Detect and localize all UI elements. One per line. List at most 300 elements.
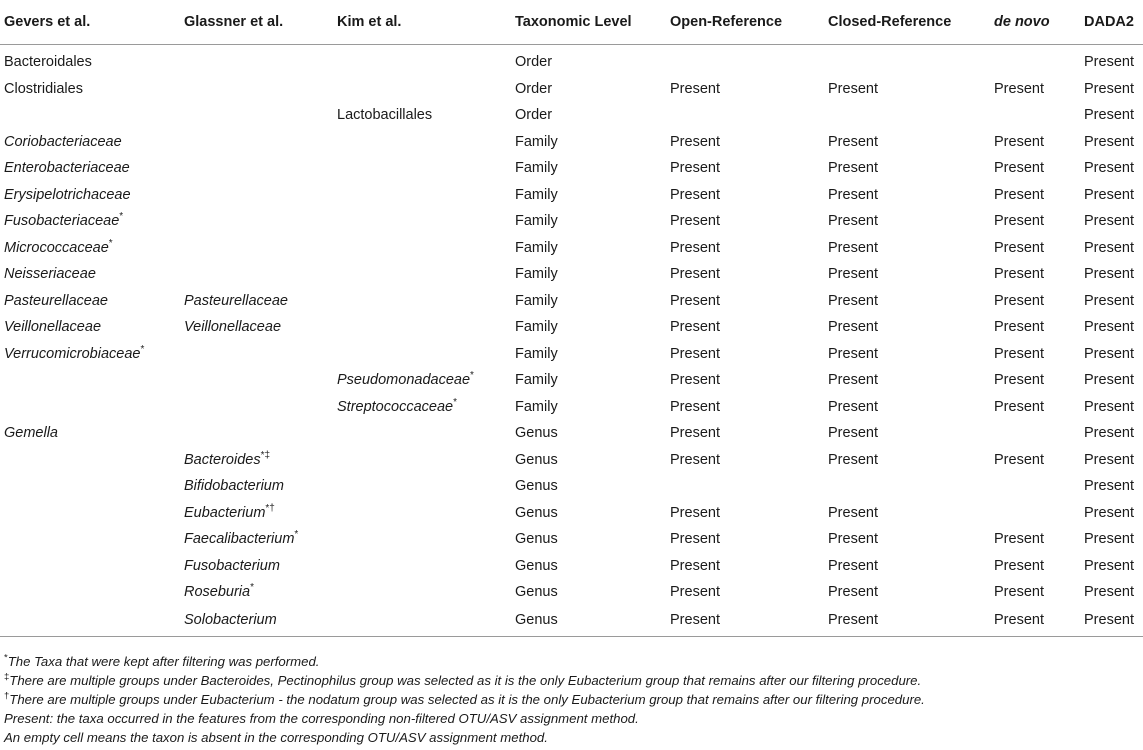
cell-dada2-text: Present (1084, 319, 1134, 335)
cell-open-reference-text: Present (670, 160, 720, 176)
cell-kim-text: Lactobacillales (337, 107, 433, 123)
cell-taxonomic-level-text: Family (515, 398, 558, 415)
cell-gevers (0, 288, 180, 315)
cell-dada2 (1080, 102, 1143, 129)
cell-closed-reference (824, 102, 990, 129)
cell-de-novo-text: Present (994, 372, 1044, 388)
cell-open-reference (666, 553, 824, 580)
cell-kim (333, 394, 511, 421)
cell-dada2-text: Present (1084, 345, 1134, 362)
table-row (0, 447, 1143, 474)
cell-taxonomic-level-text: Genus (515, 584, 558, 600)
cell-open-reference-text: Present (670, 266, 720, 282)
cell-glassner (180, 102, 333, 129)
cell-kim (333, 473, 511, 500)
cell-de-novo-text: Present (994, 557, 1044, 574)
cell-taxonomic-level (511, 182, 666, 209)
footnote-marker: * (470, 370, 474, 382)
cell-open-reference (666, 606, 824, 637)
cell-dada2 (1080, 261, 1143, 288)
cell-closed-reference (824, 553, 990, 580)
cell-taxonomic-level (511, 553, 666, 580)
cell-open-reference (666, 208, 824, 235)
cell-glassner (180, 45, 333, 76)
cell-glassner (180, 579, 333, 606)
cell-taxonomic-level-text: Genus (515, 557, 558, 574)
footnote-mark: * (4, 652, 8, 664)
cell-gevers (0, 394, 180, 421)
cell-kim (333, 208, 511, 235)
cell-dada2-text: Present (1084, 372, 1134, 388)
cell-gevers (0, 261, 180, 288)
cell-closed-reference (824, 367, 990, 394)
footnote-marker: * (250, 582, 254, 594)
cell-taxonomic-level-text: Family (515, 266, 558, 282)
cell-gevers (0, 526, 180, 553)
cell-taxonomic-level (511, 341, 666, 368)
table-row (0, 314, 1143, 341)
cell-glassner (180, 208, 333, 235)
cell-taxonomic-level-text: Family (515, 186, 558, 203)
cell-open-reference-text: Present (670, 584, 720, 600)
footnote-text: There are multiple groups under Eubacterium - the nodatum group was selected as it is the only Eubacterium group that remains after our filtering procedure. (9, 692, 925, 707)
cell-open-reference (666, 447, 824, 474)
cell-taxonomic-level-text: Family (515, 372, 558, 388)
footnote-line (4, 652, 925, 671)
cell-kim (333, 341, 511, 368)
cell-closed-reference-text: Present (828, 319, 878, 335)
cell-kim (333, 155, 511, 182)
cell-glassner-text: Pasteurellaceae (184, 292, 288, 309)
cell-kim (333, 553, 511, 580)
table-row (0, 45, 1143, 76)
cell-gevers-text: Micrococcaceae (4, 239, 109, 256)
cell-dada2-text: Present (1084, 133, 1134, 150)
cell-glassner-text: Eubacterium (184, 504, 266, 521)
cell-dada2-text: Present (1084, 557, 1134, 574)
cell-glassner-text: Roseburia (184, 584, 251, 600)
cell-de-novo (990, 606, 1080, 637)
cell-open-reference-text: Present (670, 213, 720, 229)
cell-open-reference (666, 473, 824, 500)
cell-gevers (0, 208, 180, 235)
table-row (0, 341, 1143, 368)
cell-taxonomic-level-text: Family (515, 319, 558, 335)
cell-closed-reference-text: Present (828, 398, 878, 415)
cell-open-reference (666, 420, 824, 447)
cell-open-reference (666, 579, 824, 606)
cell-glassner-text: Veillonellaceae (184, 319, 282, 335)
footnotes (4, 652, 925, 747)
cell-gevers (0, 102, 180, 129)
table-row (0, 579, 1143, 606)
cell-de-novo (990, 553, 1080, 580)
cell-dada2 (1080, 473, 1143, 500)
cell-taxonomic-level-text: Family (515, 292, 558, 309)
cell-dada2 (1080, 314, 1143, 341)
table-row (0, 420, 1143, 447)
cell-de-novo (990, 235, 1080, 262)
cell-dada2 (1080, 553, 1143, 580)
footnote-mark: † (4, 690, 10, 702)
cell-dada2 (1080, 182, 1143, 209)
cell-closed-reference (824, 606, 990, 637)
cell-de-novo-text: Present (994, 345, 1044, 362)
cell-taxonomic-level-text: Genus (515, 451, 558, 468)
header-row (0, 0, 1143, 45)
cell-kim (333, 102, 511, 129)
cell-de-novo (990, 500, 1080, 527)
cell-closed-reference (824, 45, 990, 76)
cell-de-novo-text: Present (994, 213, 1044, 229)
cell-kim (333, 261, 511, 288)
table-row (0, 526, 1143, 553)
cell-gevers-text: Clostridiales (4, 80, 83, 97)
cell-open-reference-text: Present (670, 531, 720, 547)
footnote-marker: * (119, 211, 124, 223)
table-row (0, 553, 1143, 580)
cell-dada2 (1080, 45, 1143, 76)
cell-glassner (180, 341, 333, 368)
cell-taxonomic-level-text: Genus (515, 478, 558, 494)
cell-taxonomic-level (511, 102, 666, 129)
cell-de-novo (990, 129, 1080, 156)
cell-closed-reference (824, 314, 990, 341)
cell-gevers-text: Coriobacteriaceae (4, 133, 122, 150)
cell-taxonomic-level-text: Order (515, 54, 553, 70)
footnote-mark: ‡ (4, 671, 10, 683)
cell-closed-reference (824, 76, 990, 103)
cell-dada2-text: Present (1084, 398, 1134, 415)
cell-dada2-text: Present (1084, 213, 1134, 229)
cell-closed-reference (824, 155, 990, 182)
cell-de-novo (990, 314, 1080, 341)
cell-de-novo (990, 261, 1080, 288)
table-header (0, 0, 1143, 45)
header-de-novo: de novo (990, 0, 1080, 45)
cell-closed-reference (824, 341, 990, 368)
cell-taxonomic-level (511, 473, 666, 500)
footnote-marker: *† (265, 502, 275, 514)
table-row (0, 473, 1143, 500)
cell-closed-reference (824, 473, 990, 500)
cell-de-novo-text: Present (994, 266, 1044, 282)
footnote-text: An empty cell means the taxon is absent in the corresponding OTU/ASV assignment method. (4, 730, 548, 745)
cell-dada2 (1080, 606, 1143, 637)
cell-closed-reference-text: Present (828, 531, 878, 547)
cell-closed-reference-text: Present (828, 160, 878, 176)
table-row (0, 606, 1143, 637)
cell-glassner-text: Bifidobacterium (184, 478, 284, 494)
cell-de-novo-text: Present (994, 239, 1044, 256)
cell-de-novo (990, 182, 1080, 209)
cell-kim (333, 314, 511, 341)
cell-dada2 (1080, 288, 1143, 315)
cell-dada2-text: Present (1084, 186, 1134, 203)
cell-gevers (0, 341, 180, 368)
cell-open-reference (666, 394, 824, 421)
cell-glassner (180, 420, 333, 447)
cell-taxonomic-level (511, 155, 666, 182)
header-kim: Kim et al. (333, 0, 511, 45)
cell-taxonomic-level-text: Genus (515, 531, 558, 547)
cell-gevers-text: Veillonellaceae (4, 319, 102, 335)
cell-open-reference-text: Present (670, 425, 720, 441)
cell-glassner (180, 553, 333, 580)
cell-closed-reference-text: Present (828, 425, 878, 441)
cell-de-novo (990, 579, 1080, 606)
cell-dada2-text: Present (1084, 584, 1134, 600)
cell-de-novo (990, 394, 1080, 421)
cell-dada2-text: Present (1084, 478, 1134, 494)
cell-glassner-text: Bacteroides (184, 451, 261, 468)
cell-de-novo (990, 155, 1080, 182)
cell-kim (333, 420, 511, 447)
table-row (0, 500, 1143, 527)
cell-taxonomic-level-text: Family (515, 345, 558, 362)
cell-kim (333, 76, 511, 103)
cell-closed-reference (824, 261, 990, 288)
cell-open-reference-text: Present (670, 451, 720, 468)
footnote-text: Present: the taxa occurred in the features from the corresponding non-filtered OTU/ASV assignment method. (4, 711, 639, 726)
cell-taxonomic-level-text: Family (515, 239, 558, 256)
cell-glassner (180, 76, 333, 103)
table-row (0, 129, 1143, 156)
cell-open-reference-text: Present (670, 504, 720, 521)
cell-gevers (0, 500, 180, 527)
cell-open-reference (666, 367, 824, 394)
cell-de-novo (990, 473, 1080, 500)
cell-gevers-text: Verrucomicrobiaceae (4, 345, 141, 362)
cell-open-reference (666, 314, 824, 341)
cell-open-reference-text: Present (670, 398, 720, 415)
cell-taxonomic-level (511, 261, 666, 288)
cell-dada2-text: Present (1084, 80, 1134, 97)
cell-taxonomic-level (511, 288, 666, 315)
cell-taxonomic-level (511, 420, 666, 447)
cell-dada2-text: Present (1084, 292, 1134, 309)
cell-dada2-text: Present (1084, 266, 1134, 282)
cell-closed-reference-text: Present (828, 584, 878, 600)
footnote-line (4, 728, 925, 747)
cell-open-reference (666, 341, 824, 368)
cell-open-reference (666, 261, 824, 288)
cell-glassner-text: Fusobacterium (184, 557, 280, 574)
table-row (0, 182, 1143, 209)
footnote-text: The Taxa that were kept after filtering was performed. (7, 654, 320, 669)
cell-open-reference-text: Present (670, 612, 720, 629)
cell-closed-reference-text: Present (828, 612, 878, 629)
cell-glassner (180, 235, 333, 262)
cell-de-novo (990, 526, 1080, 553)
cell-open-reference-text: Present (670, 80, 720, 97)
cell-de-novo-text: Present (994, 186, 1044, 203)
cell-kim (333, 235, 511, 262)
cell-open-reference-text: Present (670, 372, 720, 388)
cell-dada2 (1080, 235, 1143, 262)
table-row (0, 76, 1143, 103)
cell-taxonomic-level (511, 606, 666, 637)
cell-closed-reference (824, 579, 990, 606)
cell-gevers (0, 553, 180, 580)
cell-glassner-text: Solobacterium (184, 612, 277, 629)
cell-gevers (0, 420, 180, 447)
cell-taxonomic-level (511, 45, 666, 76)
cell-taxonomic-level (511, 314, 666, 341)
cell-open-reference (666, 76, 824, 103)
cell-dada2 (1080, 341, 1143, 368)
cell-gevers (0, 473, 180, 500)
cell-open-reference (666, 155, 824, 182)
cell-gevers (0, 314, 180, 341)
cell-dada2-text: Present (1084, 451, 1134, 468)
cell-kim (333, 129, 511, 156)
cell-open-reference (666, 129, 824, 156)
cell-dada2 (1080, 394, 1143, 421)
cell-taxonomic-level-text: Family (515, 160, 558, 176)
table-body (0, 45, 1143, 637)
cell-gevers-text: Gemella (4, 425, 58, 441)
footnote-marker: *‡ (260, 449, 271, 461)
cell-de-novo-text: Present (994, 398, 1044, 415)
footnote-line (4, 709, 925, 728)
cell-dada2-text: Present (1084, 160, 1134, 176)
footnote-marker: * (140, 343, 145, 355)
cell-glassner (180, 314, 333, 341)
cell-de-novo (990, 208, 1080, 235)
cell-dada2 (1080, 155, 1143, 182)
cell-taxonomic-level-text: Family (515, 133, 558, 150)
cell-taxonomic-level (511, 500, 666, 527)
cell-de-novo-text: Present (994, 133, 1044, 150)
cell-gevers (0, 129, 180, 156)
cell-open-reference (666, 45, 824, 76)
cell-open-reference (666, 288, 824, 315)
cell-taxonomic-level (511, 129, 666, 156)
cell-open-reference (666, 235, 824, 262)
cell-kim (333, 606, 511, 637)
cell-glassner (180, 155, 333, 182)
cell-gevers (0, 155, 180, 182)
header-dada2: DADA2 (1080, 0, 1143, 45)
cell-closed-reference (824, 288, 990, 315)
cell-de-novo-text: Present (994, 292, 1044, 309)
cell-dada2 (1080, 208, 1143, 235)
cell-de-novo-text: Present (994, 451, 1044, 468)
footnote-marker: * (108, 237, 113, 249)
cell-closed-reference-text: Present (828, 345, 878, 362)
cell-glassner-text: Faecalibacterium (184, 531, 295, 547)
cell-open-reference (666, 526, 824, 553)
cell-open-reference-text: Present (670, 292, 720, 309)
cell-closed-reference (824, 394, 990, 421)
cell-dada2 (1080, 129, 1143, 156)
cell-taxonomic-level-text: Genus (515, 612, 558, 629)
cell-de-novo-text: Present (994, 612, 1044, 629)
cell-open-reference (666, 102, 824, 129)
cell-dada2-text: Present (1084, 504, 1134, 521)
cell-kim (333, 367, 511, 394)
cell-glassner (180, 447, 333, 474)
cell-taxonomic-level (511, 394, 666, 421)
cell-kim-text: Pseudomonadaceae (337, 372, 471, 388)
cell-gevers-text: Fusobacteriaceae (4, 213, 120, 229)
cell-taxonomic-level (511, 579, 666, 606)
cell-closed-reference-text: Present (828, 80, 878, 97)
cell-gevers-text: Enterobacteriaceae (4, 160, 130, 176)
cell-de-novo (990, 102, 1080, 129)
cell-glassner (180, 288, 333, 315)
cell-taxonomic-level (511, 208, 666, 235)
header-taxonomic-level: Taxonomic Level (511, 0, 666, 45)
cell-de-novo (990, 341, 1080, 368)
cell-gevers-text: Bacteroidales (4, 54, 92, 70)
table-row (0, 288, 1143, 315)
cell-closed-reference (824, 420, 990, 447)
cell-open-reference-text: Present (670, 133, 720, 150)
cell-kim (333, 500, 511, 527)
cell-gevers (0, 447, 180, 474)
cell-taxonomic-level (511, 447, 666, 474)
table-row (0, 261, 1143, 288)
cell-glassner (180, 129, 333, 156)
cell-dada2 (1080, 76, 1143, 103)
cell-taxonomic-level (511, 76, 666, 103)
cell-gevers (0, 606, 180, 637)
cell-closed-reference-text: Present (828, 504, 878, 521)
cell-kim (333, 526, 511, 553)
cell-taxonomic-level (511, 367, 666, 394)
table-row (0, 155, 1143, 182)
cell-taxonomic-level (511, 526, 666, 553)
cell-kim (333, 288, 511, 315)
cell-taxonomic-level-text: Family (515, 213, 558, 229)
cell-closed-reference (824, 129, 990, 156)
cell-dada2-text: Present (1084, 612, 1134, 629)
header-open-reference: Open-Reference (666, 0, 824, 45)
cell-glassner (180, 261, 333, 288)
cell-gevers (0, 45, 180, 76)
table-row (0, 102, 1143, 129)
cell-kim (333, 579, 511, 606)
cell-de-novo (990, 447, 1080, 474)
cell-de-novo (990, 288, 1080, 315)
cell-closed-reference-text: Present (828, 186, 878, 203)
cell-dada2-text: Present (1084, 107, 1134, 123)
header-glassner: Glassner et al. (180, 0, 333, 45)
footnote-line (4, 690, 925, 709)
cell-open-reference-text: Present (670, 186, 720, 203)
header-gevers: Gevers et al. (0, 0, 180, 45)
cell-de-novo-text: Present (994, 584, 1044, 600)
cell-closed-reference (824, 182, 990, 209)
cell-glassner (180, 367, 333, 394)
table-row (0, 208, 1143, 235)
cell-dada2 (1080, 447, 1143, 474)
cell-taxonomic-level-text: Genus (515, 425, 558, 441)
cell-de-novo (990, 420, 1080, 447)
cell-closed-reference (824, 235, 990, 262)
cell-de-novo (990, 45, 1080, 76)
cell-de-novo-text: Present (994, 80, 1044, 97)
footnote-marker: * (453, 396, 457, 408)
cell-dada2-text: Present (1084, 425, 1134, 441)
cell-open-reference-text: Present (670, 345, 720, 362)
cell-taxonomic-level-text: Genus (515, 504, 558, 521)
footnote-text: There are multiple groups under Bacteroides, Pectinophilus group was selected as it is the only Eubacterium group that remains after our filtering procedure. (9, 673, 922, 688)
cell-open-reference (666, 182, 824, 209)
cell-open-reference-text: Present (670, 239, 720, 256)
